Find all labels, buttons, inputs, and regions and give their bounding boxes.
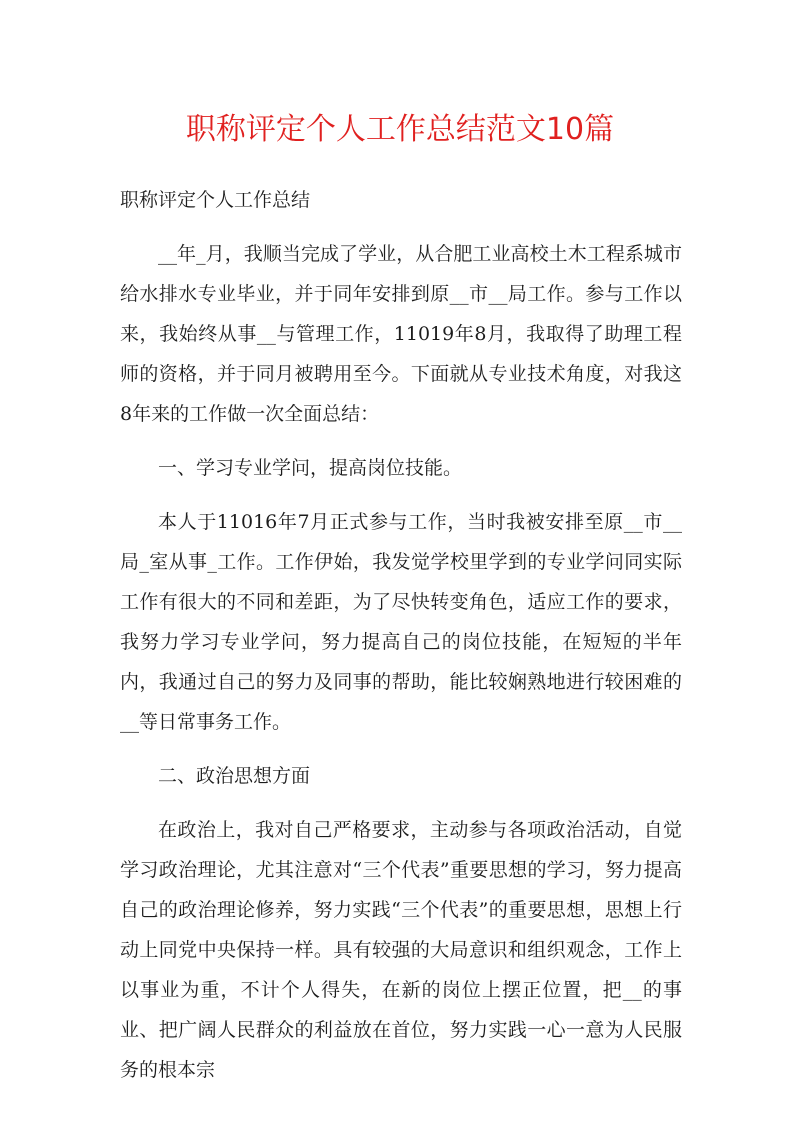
section-heading-politics: 二、政治思想方面 — [158, 765, 311, 787]
document-title: 职称评定个人工作总结范文10篇 — [185, 112, 615, 147]
section-heading-study: 一、学习专业学问，提高岗位技能。 — [158, 457, 463, 479]
document-body — [120, 180, 682, 1104]
paragraph-politics: 在政治上，我对自己严格要求，主动参与各项政治活动，自觉学习政治理论，尤其注意对“三个代表”重要思想的学习，努力提高自己的政治理论修养，努力实践“三个代表”的重要思想，思想上行动上同党中央保持一样。具有较强的大局意识和组织观念，工作上以事业为重，不计个人得失，在新的岗位上摆正位置，把__的事业、把广阔人民群众的利益放在首位，努力实践一心一意为人民服务的根本宗 — [120, 819, 682, 1081]
paragraph-study: 本人于11016年7月正式参与工作，当时我被安排至原__市__局_室从事_工作。工作伊始，我发觉学校里学到的专业学问同实际工作有很大的不同和差距，为了尽快转变角色，适应工作的要求，我努力学习专业学问，努力提高自己的岗位技能，在短短的半年内，我通过自己的努力及同事的帮助，能比较娴熟地进行较困难的__等日常事务工作。 — [120, 511, 682, 733]
paragraph-intro: __年_月，我顺当完成了学业，从合肥工业高校土木工程系城市给水排水专业毕业，并于同年安排到原__市__局工作。参与工作以来，我始终从事__与管理工作，11019年8月，我取得了助理工程师的资格，并于同月被聘用至今。下面就从专业技术角度，对我这8年来的工作做一次全面总结： — [120, 243, 682, 425]
document-subtitle: 职称评定个人工作总结 — [120, 189, 311, 211]
